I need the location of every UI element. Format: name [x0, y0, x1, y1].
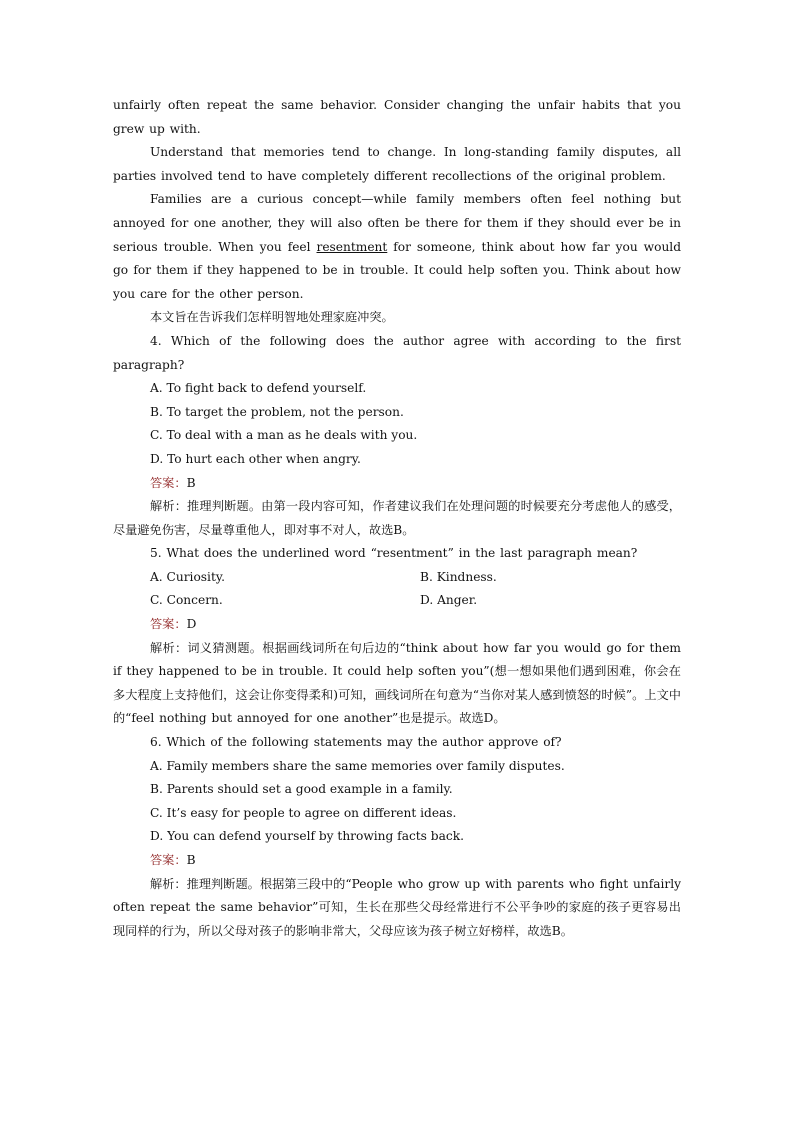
q6-option-b: B. Parents should set a good example in a family. — [150, 782, 453, 797]
document-page — [113, 94, 681, 943]
underlined-word-resentment: resentment — [316, 239, 388, 254]
q5-option-d: D. Anger. — [420, 593, 478, 608]
passage-paragraph-2: Understand that memories tend to change. In long-standing family disputes, all parties involved tend to have completely different recollections of the original problem. — [113, 145, 681, 183]
q4-option-c: C. To deal with a man as he deals with you. — [150, 428, 418, 443]
q4-answer — [113, 472, 681, 496]
answer-value: B — [186, 475, 196, 490]
q4-option-a: A. To fight back to defend yourself. — [150, 381, 367, 396]
question-6: 6. Which of the following statements may the author approve of? — [150, 735, 562, 750]
q5-answer — [113, 613, 681, 637]
passage-paragraph-3 — [113, 188, 681, 306]
paragraph-3-text-after: for someone, think about how far you would go for them if they happened to be in trouble. It could help soften you. Think about how you care for the other person. — [113, 239, 681, 301]
answer-value: D — [186, 617, 197, 632]
q4-option-b: B. To target the problem, not the person. — [150, 404, 404, 419]
q4-option-d: D. To hurt each other when angry. — [150, 451, 361, 466]
q6-option-a: A. Family members share the same memories over family disputes. — [150, 758, 565, 773]
q5-option-b: B. Kindness. — [420, 569, 497, 584]
q5-option-c: C. Concern. — [150, 593, 223, 608]
paragraph-3-text-before: Families are a curious concept—while family members often feel nothing but annoyed for one another, they will also often be there for them if they should ever be in serious trouble. When you feel — [113, 192, 681, 254]
question-5: 5. What does the underlined word “resentment” in the last paragraph mean? — [150, 546, 638, 561]
q6-option-c: C. It’s easy for people to agree on different ideas. — [150, 805, 457, 820]
passage-paragraph-1-continued: unfairly often repeat the same behavior. Consider changing the unfair habits that you grew up with. — [113, 98, 681, 136]
answer-label: 答案： — [150, 475, 187, 490]
question-4: 4. Which of the following does the author agree with according to the first paragraph? — [113, 333, 681, 372]
answer-value: B — [186, 853, 196, 867]
answer-label: 答案： — [150, 617, 187, 632]
q6-answer — [113, 849, 681, 873]
q6-analysis: 解析：推理判断题。根据第三段中的“People who grow up with parents who fight unfairly often repeat the same behavior”可知，生长在那些父母经常进行不公平争吵的家庭的孩子更容易出现同样的行为，所以父母对孩子的影响非常大，父母应该为孩子树立好榜样，故选B。 — [113, 876, 681, 938]
q5-option-a: A. Curiosity. — [150, 569, 225, 584]
answer-label: 答案： — [150, 853, 187, 867]
q5-analysis: 解析：词义猜测题。根据画线词所在句后边的“think about how far you would go for them if they happened to be in trouble. It could help soften you”(想一想如果他们遇到困难，你会在多大程度上支持他们，这会让你变得柔和)可知，画线词所在句意为“当你对某人感到愤怒的时候”。上文中的“feel nothing but annoyed for one another”也是提示。故选D。 — [113, 640, 681, 726]
q5-options-row-1 — [113, 566, 681, 590]
q6-option-d: D. You can defend yourself by throwing facts back. — [150, 829, 464, 844]
q5-options-row-2 — [113, 589, 681, 613]
passage-summary: 本文旨在告诉我们怎样明智地处理家庭冲突。 — [150, 310, 394, 325]
q4-analysis: 解析：推理判断题。由第一段内容可知，作者建议我们在处理问题的时候要充分考虑他人的感受，尽量避免伤害，尽量尊重他人，即对事不对人，故选B。 — [113, 499, 681, 537]
